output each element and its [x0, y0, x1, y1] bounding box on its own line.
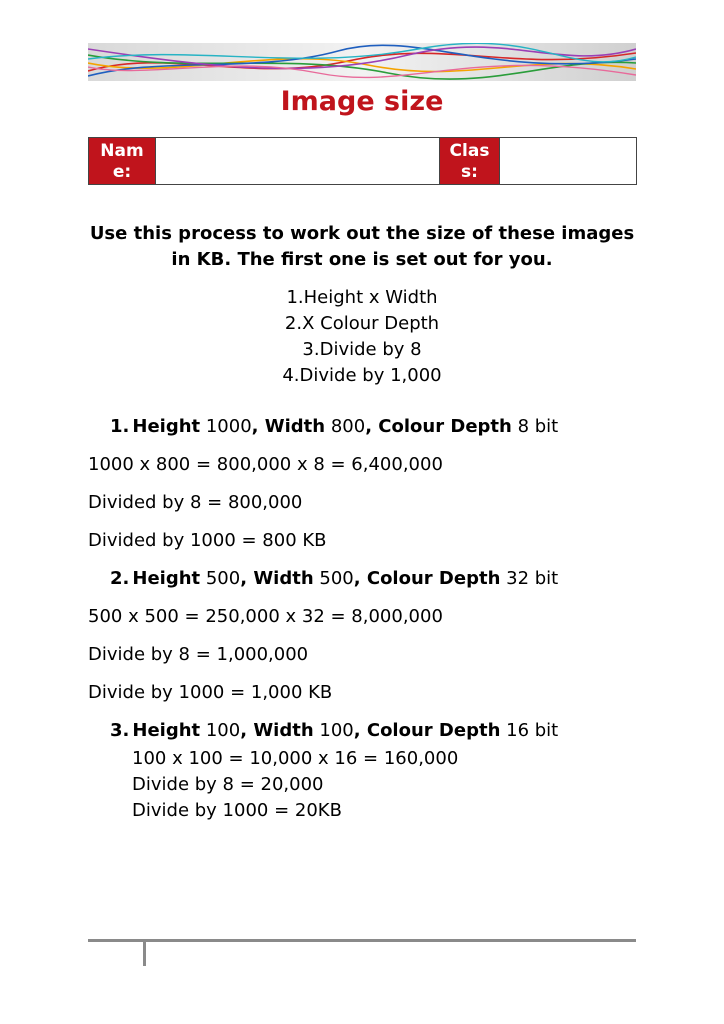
depth-value: 16 bit	[506, 720, 559, 741]
process-steps	[0, 285, 724, 389]
height-value: 100	[205, 720, 241, 741]
class-field[interactable]	[500, 138, 637, 185]
depth-value: 8 bit	[517, 416, 559, 437]
name-label: Name:	[89, 138, 156, 185]
problem-3-line-1: 100 x 100 = 10,000 x 16 = 160,000	[132, 748, 459, 769]
problem-number: 1.	[110, 416, 130, 437]
height-value: 500	[205, 568, 241, 589]
height-value: 1000	[205, 416, 252, 437]
step-item	[0, 363, 724, 389]
width-label: , Width	[240, 568, 314, 589]
problem-3-line-3: Divide by 1000 = 20KB	[132, 800, 342, 821]
depth-label: , Colour Depth	[353, 568, 501, 589]
problem-3-working	[132, 746, 458, 824]
name-field[interactable]	[156, 138, 440, 185]
problem-number: 2.	[110, 568, 130, 589]
width-value: 100	[319, 720, 354, 741]
height-label: Height	[132, 720, 201, 741]
step-item	[0, 311, 724, 337]
width-label: , Width	[240, 720, 314, 741]
step-item	[0, 285, 724, 311]
step-text: Divide by 1,000	[299, 365, 442, 386]
problem-2-line-1: 500 x 500 = 250,000 x 32 = 8,000,000	[88, 606, 443, 627]
problem-1-line-1: 1000 x 800 = 800,000 x 8 = 6,400,000	[88, 454, 443, 475]
header-banner	[88, 43, 636, 81]
class-label: Class:	[440, 138, 500, 185]
page-title: Image size	[280, 86, 444, 117]
problem-3-heading	[110, 720, 558, 741]
step-text: Height x Width	[303, 287, 438, 308]
step-text: X Colour Depth	[302, 313, 440, 334]
step-text: Divide by 8	[319, 339, 422, 360]
problem-number: 3.	[110, 720, 130, 741]
problem-2-line-3: Divide by 1000 = 1,000 KB	[88, 682, 333, 703]
height-label: Height	[132, 568, 201, 589]
problem-3-line-2: Divide by 8 = 20,000	[132, 774, 324, 795]
name-class-table	[88, 137, 637, 185]
problem-2-heading	[110, 568, 558, 589]
problem-1-line-3: Divided by 1000 = 800 KB	[88, 530, 327, 551]
step-item	[0, 337, 724, 363]
depth-value: 32 bit	[506, 568, 559, 589]
problem-2-line-2: Divide by 8 = 1,000,000	[88, 644, 309, 665]
instructions-text: Use this process to work out the size of these images in KB. The first one is set out for you.	[89, 223, 635, 270]
width-value: 800	[330, 416, 366, 437]
depth-label: , Colour Depth	[365, 416, 512, 437]
step-number: 4.	[282, 365, 300, 386]
step-number: 1.	[286, 287, 304, 308]
width-label: , Width	[251, 416, 326, 437]
step-number: 2.	[284, 313, 303, 334]
width-value: 500	[319, 568, 354, 589]
problem-1-heading	[110, 416, 558, 437]
footer-tick	[143, 942, 146, 966]
problem-1-line-2: Divided by 8 = 800,000	[88, 492, 303, 513]
step-number: 3.	[302, 339, 320, 360]
depth-label: , Colour Depth	[353, 720, 501, 741]
height-label: Height	[132, 416, 201, 437]
footer-rule	[88, 939, 636, 942]
